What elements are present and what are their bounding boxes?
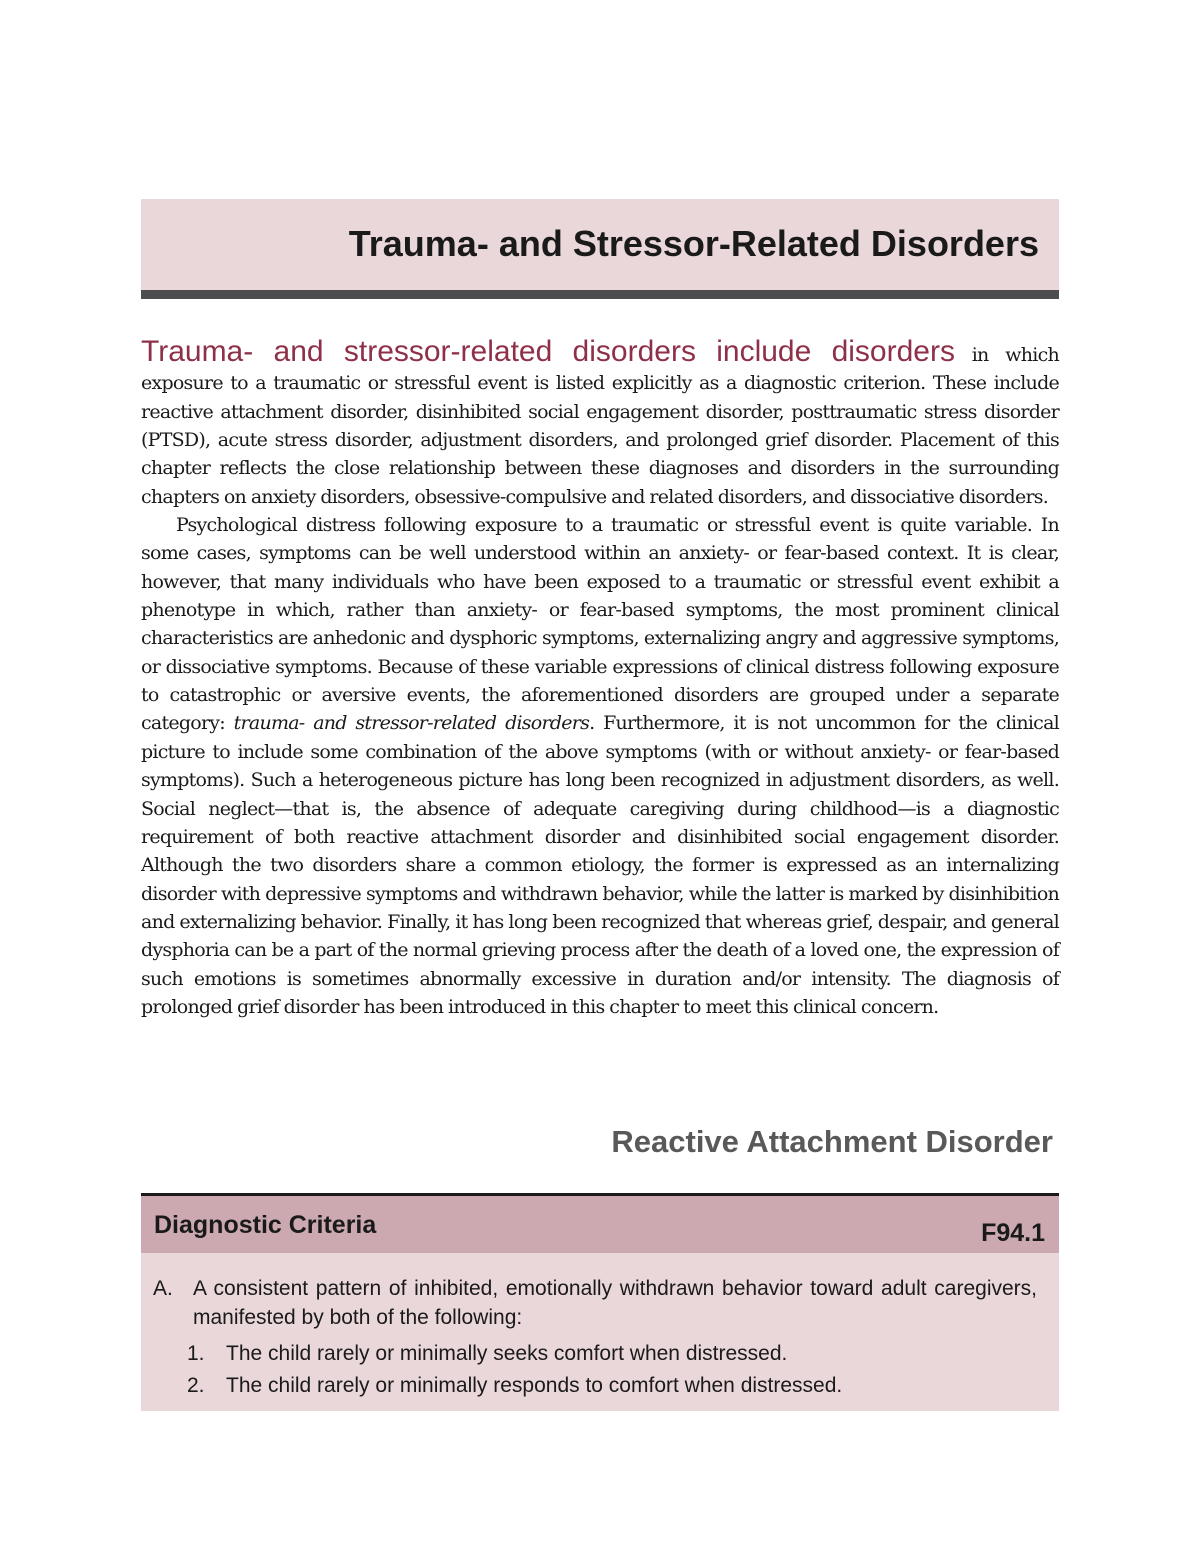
intro-paragraph-1-text: in which exposure to a traumatic or stressful event is listed explicitly as a diagnostic criterion. These include reactive attachment disorder, disinhibited social engagement disorder, posttraumatic stress disorder (PTSD), acute stress disorder, adjustment disorders, and prolonged grief disorder. Placement of this chapter reflects the close relationship between these diagnoses and disorders in the surrounding chapters on anxiety disorders, obsessive-compulsive and related disorders, and dissociative disorders.	[141, 344, 1059, 508]
criterion-sub-item	[153, 1338, 1037, 1370]
intro-paragraph-2	[141, 511, 1059, 1021]
sub-item-text: The child rarely or minimally responds to comfort when distressed.	[226, 1374, 843, 1397]
sub-item-text: The child rarely or minimally seeks comfort when distressed.	[226, 1342, 788, 1365]
sub-item-number: 2.	[187, 1374, 205, 1397]
intro-paragraph-2-text-a: Psychological distress following exposure to a traumatic or stressful event is quite variable. In some cases, symptoms can be well understood within an anxiety- or fear-based context. It is clear, however, that many individuals who have been exposed to a traumatic or stressful event exhibit a phenotype in which, rather than anxiety- or fear-based symptoms, the most prominent clinical characteristics are anhedonic and dysphoric symptoms, externalizing angry and aggressive symptoms, or dissociative symptoms. Because of these variable expressions of clinical distress following exposure to catastrophic or aversive events, the aforementioned disorders are grouped under a separate category:	[141, 514, 1059, 735]
sub-item-number: 1.	[187, 1342, 205, 1365]
chapter-rule	[141, 290, 1059, 299]
criterion-letter: A.	[153, 1277, 173, 1300]
criteria-code: F94.1	[981, 1219, 1045, 1247]
chapter-banner	[141, 199, 1059, 290]
diagnostic-criteria-box	[141, 1193, 1059, 1411]
chapter-title: Trauma- and Stressor-Related Disorders	[348, 223, 1039, 264]
intro-paragraph-2-italic: trauma- and stressor-related disorders	[233, 712, 590, 735]
intro-paragraph-2-text-b: . Furthermore, it is not uncommon for the clinical picture to include some combination of the above symptoms (with or without anxiety- or fear-based symptoms). Such a heterogeneous picture has long been recognized in adjustment disorders, as well. Social neglect—that is, the absence of adequate caregiving during childhood—is a diagnostic requirement of both reactive attachment disorder and disinhibited social engagement disorder. Although the two disorders share a common etiology, the former is expressed as an internalizing disorder with depressive symptoms and withdrawn behavior, while the latter is marked by disinhibition and externalizing behavior. Finally, it has long been recognized that whereas grief, despair, and general dysphoria can be a part of the normal grieving process after the death of a loved one, the expression of such emotions is sometimes abnormally excessive in duration and/or intensity. The diagnosis of prolonged grief disorder has been introduced in this chapter to meet this clinical concern.	[141, 712, 1059, 1018]
criterion-sub-list	[153, 1338, 1037, 1402]
intro-text	[141, 335, 1059, 1021]
intro-paragraph-1	[141, 335, 1059, 511]
criteria-title: Diagnostic Criteria	[154, 1211, 377, 1239]
criterion-a	[153, 1274, 1037, 1402]
criterion-sub-item	[153, 1370, 1037, 1402]
section-heading: Reactive Attachment Disorder	[611, 1124, 1053, 1159]
criteria-header	[141, 1193, 1059, 1253]
criterion-text: A consistent pattern of inhibited, emotionally withdrawn behavior toward adult caregivers, manifested by both of the following:	[193, 1277, 1037, 1329]
intro-lead: Trauma- and stressor-related disorders include disorders	[141, 335, 955, 368]
